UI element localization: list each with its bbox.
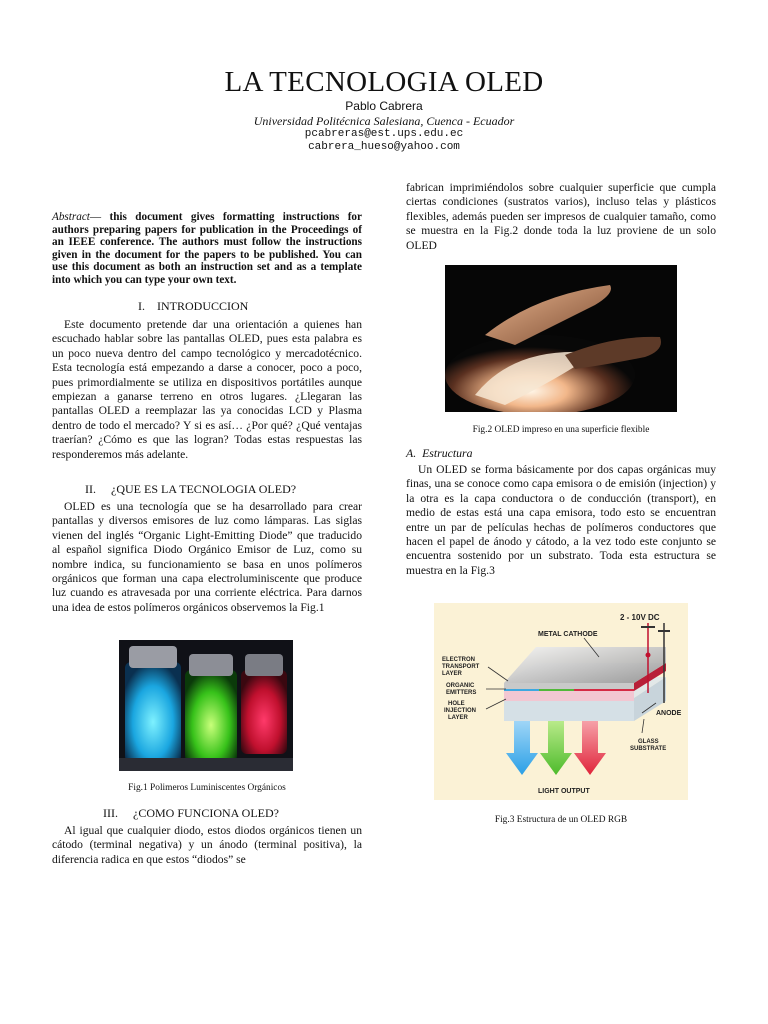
subsection-letter: A. bbox=[406, 446, 417, 460]
vials-illustration bbox=[119, 640, 293, 771]
label-hole-2: INJECTION bbox=[444, 708, 477, 714]
abstract-text: this document gives formatting instructions for authors preparing papers for publication in the Proceedings of an IEEE conference. The authors must follow the instructions given in the document for the papers to be published. You can use this document as both an instruction set and as a template into which you can type your own text. bbox=[52, 211, 362, 286]
section-heading-como-funciona bbox=[103, 806, 279, 821]
label-light-output: LIGHT OUTPUT bbox=[538, 788, 590, 795]
section-number: II. bbox=[85, 482, 96, 496]
label-organic-1: ORGANIC bbox=[446, 683, 475, 689]
section-heading-introduccion bbox=[138, 299, 248, 314]
author-email-2: cabrera_hueso@yahoo.com bbox=[308, 141, 460, 153]
author-name: Pablo Cabrera bbox=[345, 99, 423, 113]
label-hole-3: LAYER bbox=[448, 715, 468, 721]
figure-2-caption: Fig.2 OLED impreso en una superficie flexible bbox=[472, 425, 650, 435]
section-body-como-funciona bbox=[52, 824, 362, 867]
author-affiliation: Universidad Politécnica Salesiana, Cuenca - Ecuador bbox=[253, 114, 515, 128]
right-column-continuation bbox=[406, 181, 716, 253]
subsection-body-estructura bbox=[406, 463, 716, 578]
abstract-dash: — bbox=[89, 211, 102, 223]
figure-3-image bbox=[434, 603, 688, 800]
paper-title: LA TECNOLOGIA OLED bbox=[224, 66, 544, 98]
section-body-introduccion bbox=[52, 318, 362, 462]
subsection-heading-estructura bbox=[406, 446, 473, 461]
figure-1-caption: Fig.1 Polimeros Luminiscentes Orgánicos bbox=[128, 783, 286, 793]
label-voltage: 2 - 10V DC bbox=[620, 613, 660, 622]
section-title: ¿COMO FUNCIONA OLED? bbox=[133, 806, 279, 820]
label-electron-1: ELECTRON bbox=[442, 657, 475, 663]
subsection-title: Estructura bbox=[422, 446, 473, 460]
label-metal-cathode: METAL CATHODE bbox=[538, 631, 598, 638]
label-glass-2: SUBSTRATE bbox=[630, 746, 667, 752]
label-organic-2: EMITTERS bbox=[446, 690, 477, 696]
label-electron-2: TRANSPORT bbox=[442, 664, 480, 670]
abstract bbox=[52, 211, 362, 287]
oled-structure-diagram bbox=[434, 603, 688, 800]
label-hole-1: HOLE bbox=[448, 701, 465, 707]
label-anode: ANODE bbox=[656, 710, 682, 717]
section-title: ¿QUE ES LA TECNOLOGIA OLED? bbox=[111, 482, 297, 496]
paragraph: fabrican imprimiéndolos sobre cualquier superficie que cumpla ciertas condiciones (sustratos varios), incluso telas y plásticos flexibles, además pueden ser impresos de cualquier tamaño, como se muestra en la Fig.2 donde toda la luz proviene de un solo OLED bbox=[406, 181, 716, 252]
section-number: I. bbox=[138, 299, 145, 313]
label-glass-1: GLASS bbox=[638, 739, 659, 745]
figure-2-image bbox=[445, 265, 677, 412]
paragraph: Un OLED se forma básicamente por dos capas orgánicas muy finas, una se conoce como capa emisora o de emisión (injection) y la otra es la capa conductora o de conducción (transport), en medio de estas está una capa emisora, todo esto se encuentran entre un par de películas hechas de polímeros conductores que hacen el papel de ánodo y cátodo, a la vez todo este conjunto se encuentra sostenido por un substrato. Toda esta estructura se muestra en la Fig.3 bbox=[406, 463, 716, 577]
section-number: III. bbox=[103, 806, 118, 820]
figure-3-caption: Fig.3 Estructura de un OLED RGB bbox=[494, 815, 628, 825]
label-electron-3: LAYER bbox=[442, 671, 462, 677]
flexible-oled-illustration bbox=[445, 265, 677, 412]
author-email-1: pcabreras@est.ups.edu.ec bbox=[304, 128, 464, 140]
figure-1-image bbox=[119, 640, 293, 771]
section-title: INTRODUCCION bbox=[157, 299, 249, 313]
paragraph: Al igual que cualquier diodo, estos diodos orgánicos tienen un cátodo (terminal negativa) y un ánodo (terminal positiva), la diferencia radica en que estos “diodos” se bbox=[52, 824, 362, 866]
paragraph: OLED es una tecnología que se ha desarrollado para crear pantallas y diversos emisores de luz como lámparas. Las siglas vienen del inglés “Organic Light-Emitting Diode” que traducido al español significa Diodo Orgánico Emisor de Luz, como su nombre indica, su funcionamiento se basa en unos polímeros orgánicos que forman una capa electroluminiscente que produce luz cuando es atravesada por una corriente eléctrica. Para darnos una idea de estos polímeros orgánicos observemos la Fig.1 bbox=[52, 500, 362, 614]
abstract-label: Abstract bbox=[52, 211, 90, 223]
section-heading-que-es bbox=[85, 482, 296, 497]
paragraph: Este documento pretende dar una orientación a quienes han escuchado hablar sobre las pantallas OLED, pues esta palabra es un poco nueva dentro del campo tecnológico y mercadotécnico. Esta tecnología está empezando a darse a conocer, poco a poco, pues primordialmente se utiliza en dispositivos portátiles aunque empiezan a ganarse terreno en otros lugares. ¿Llegaran las pantallas OLED a reemplazar las ya conocidas LCD y Plasma dentro de todo el mercado? Y si es así… ¿Por qué? ¿Qué ventajas traerían? ¿Cómo es que las logran? Todas estas respuestas las responderemos más adelante. bbox=[52, 318, 362, 461]
section-body-que-es bbox=[52, 500, 362, 615]
